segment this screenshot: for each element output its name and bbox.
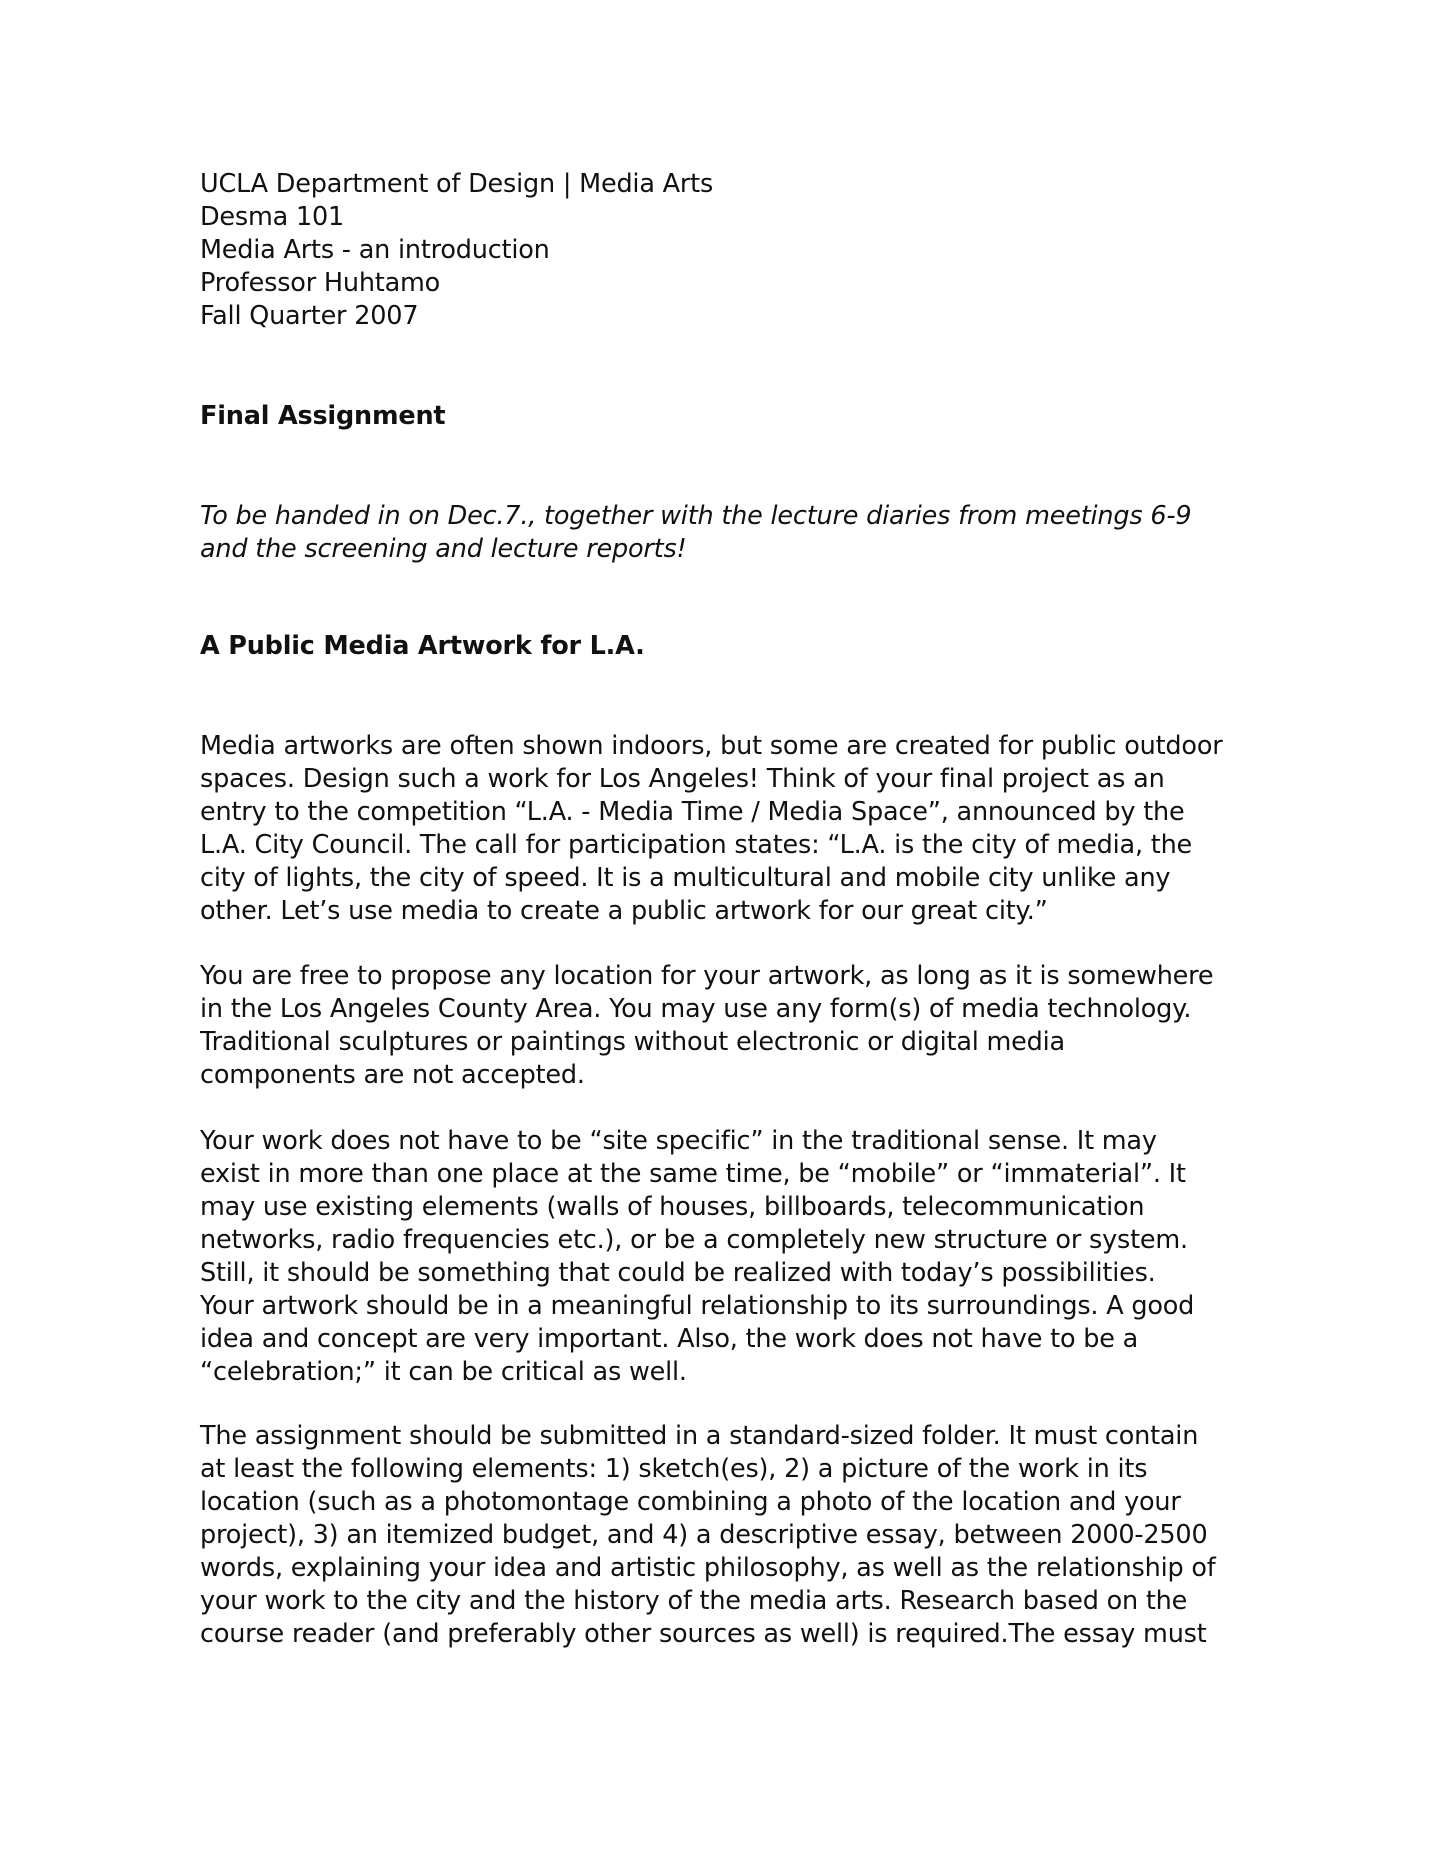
department-line: UCLA Department of Design | Media Arts <box>200 169 714 199</box>
paragraph-line: in the Los Angeles County Area. You may use any form(s) of media technology. <box>200 994 1192 1024</box>
paragraph-text <box>200 960 1280 1092</box>
paragraph-line: You are free to propose any location for your artwork, as long as it is somewhere <box>200 961 1214 991</box>
course-title-line: Media Arts - an introduction <box>200 235 550 265</box>
paragraph-location <box>200 960 1280 1092</box>
paragraph-line: Media artworks are often shown indoors, but some are created for public outdoor <box>200 731 1223 761</box>
paragraph-line: idea and concept are very important. Also, the work does not have to be a <box>200 1324 1139 1354</box>
paragraph-line: L.A. City Council. The call for participation states: “L.A. is the city of media, the <box>200 830 1193 860</box>
course-header <box>200 168 1280 333</box>
paragraph-text <box>200 730 1280 928</box>
paragraph-line: city of lights, the city of speed. It is a multicultural and mobile city unlike any <box>200 863 1171 893</box>
paragraph-text <box>200 1125 1280 1389</box>
assignment-subtitle: A Public Media Artwork for L.A. <box>200 631 645 661</box>
paragraph-line: The assignment should be submitted in a standard-sized folder. It must contain <box>200 1421 1199 1451</box>
due-date-note <box>200 500 1280 566</box>
paragraph-line: Traditional sculptures or paintings without electronic or digital media <box>200 1027 1065 1057</box>
paragraph-intro <box>200 730 1280 928</box>
paragraph-line: exist in more than one place at the same time, be “mobile” or “immaterial”. It <box>200 1159 1186 1189</box>
paragraph-line: course reader (and preferably other sources as well) is required.The essay must <box>200 1619 1207 1649</box>
term-line: Fall Quarter 2007 <box>200 301 419 331</box>
paragraph-line: Your work does not have to be “site specific” in the traditional sense. It may <box>200 1126 1157 1156</box>
professor-line: Professor Huhtamo <box>200 268 441 298</box>
paragraph-submission <box>200 1420 1280 1651</box>
paragraph-line: components are not accepted. <box>200 1060 585 1090</box>
paragraph-line: other. Let’s use media to create a public artwork for our great city.” <box>200 896 1048 926</box>
paragraph-line: project), 3) an itemized budget, and 4) a descriptive essay, between 2000-2500 <box>200 1520 1208 1550</box>
due-date-note-line: To be handed in on Dec.7., together with the lecture diaries from meetings 6-9 <box>200 501 1192 531</box>
paragraph-line: networks, radio frequencies etc.), or be a completely new structure or system. <box>200 1225 1188 1255</box>
paragraph-line: spaces. Design such a work for Los Angeles! Think of your final project as an <box>200 764 1165 794</box>
paragraph-text <box>200 1420 1280 1651</box>
paragraph-line: Still, it should be something that could be realized with today’s possibilities. <box>200 1258 1156 1288</box>
paragraph-line: location (such as a photomontage combining a photo of the location and your <box>200 1487 1181 1517</box>
due-date-note-line: and the screening and lecture reports! <box>200 534 687 564</box>
course-number-line: Desma 101 <box>200 202 345 232</box>
paragraph-line: Your artwork should be in a meaningful relationship to its surroundings. A good <box>200 1291 1195 1321</box>
paragraph-line: your work to the city and the history of the media arts. Research based on the <box>200 1586 1188 1616</box>
paragraph-site-specific <box>200 1125 1280 1389</box>
paragraph-line: may use existing elements (walls of houses, billboards, telecommunication <box>200 1192 1145 1222</box>
assignment-title: Final Assignment <box>200 401 446 431</box>
paragraph-line: at least the following elements: 1) sketch(es), 2) a picture of the work in its <box>200 1454 1148 1484</box>
paragraph-line: “celebration;” it can be critical as well. <box>200 1357 687 1387</box>
paragraph-line: words, explaining your idea and artistic philosophy, as well as the relationship of <box>200 1553 1216 1583</box>
paragraph-line: entry to the competition “L.A. - Media Time / Media Space”, announced by the <box>200 797 1185 827</box>
